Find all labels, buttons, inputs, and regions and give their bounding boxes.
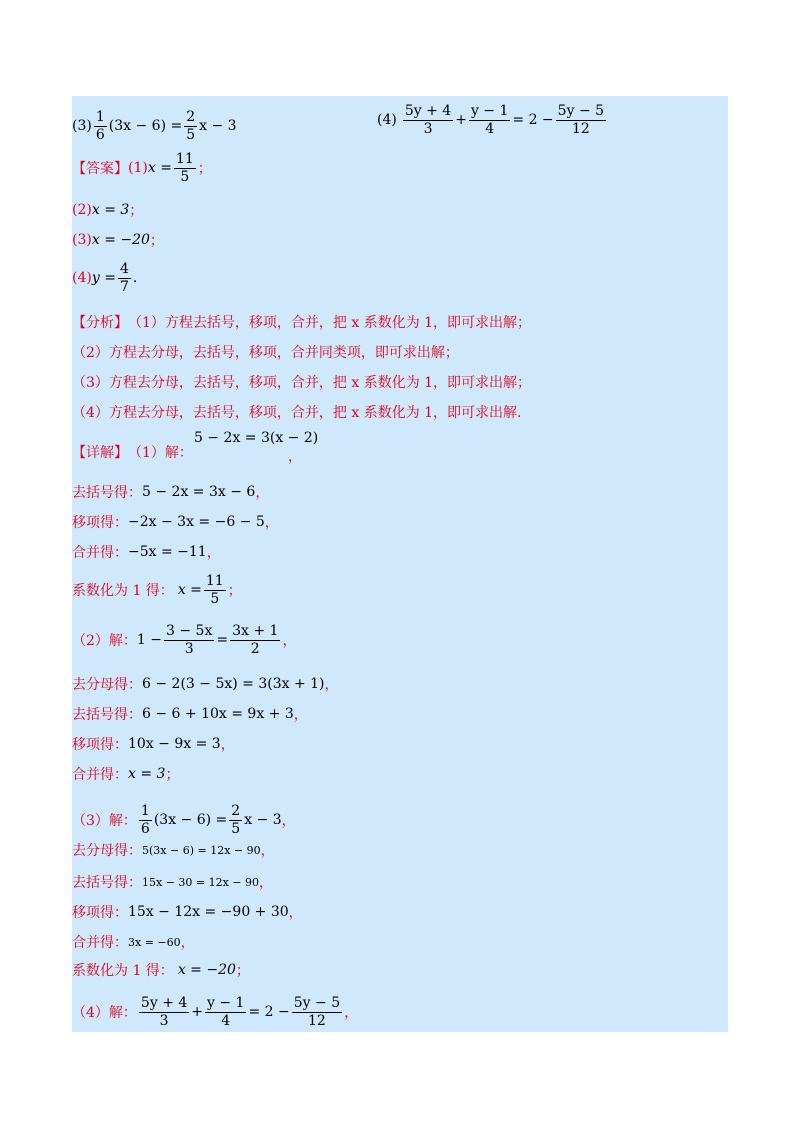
- numerator: 5y + 4: [404, 103, 452, 119]
- detail-3-step-3: [72, 902, 303, 922]
- denominator: 5: [180, 168, 190, 185]
- numerator: y − 1: [207, 995, 245, 1011]
- detail-2-step-3: [72, 734, 235, 754]
- denominator: 5: [186, 126, 196, 143]
- punctuation: ；: [197, 161, 212, 178]
- comma: ，: [288, 449, 302, 465]
- numerator: 11: [205, 573, 224, 589]
- fraction: [118, 262, 131, 294]
- fraction: [205, 996, 246, 1028]
- detail-2-step-1: [72, 674, 339, 694]
- punctuation: ，: [344, 1005, 359, 1022]
- punctuation: ，: [281, 813, 296, 830]
- denominator: 12: [308, 1012, 326, 1029]
- fraction: [164, 624, 214, 656]
- denominator: 4: [485, 120, 495, 137]
- answer-4: [72, 262, 137, 294]
- answer-label: (3): [72, 232, 92, 248]
- equation-text: x = −20: [177, 962, 236, 978]
- equation-text: 10x − 9x = 3: [128, 736, 221, 752]
- fraction: [229, 804, 242, 836]
- step-label: 去括号得：: [72, 485, 142, 501]
- equation-text: (3x − 6) =: [153, 812, 228, 829]
- equation-text: 15x − 30 = 12x − 90: [142, 875, 260, 889]
- numerator: 2: [231, 803, 241, 819]
- equation-text: x = 3: [128, 766, 166, 782]
- plus-sign: +: [455, 112, 467, 129]
- numerator: 5y + 4: [140, 995, 188, 1011]
- detail-intro: （4）解：: [72, 1005, 137, 1022]
- detail-1-equation: [194, 430, 318, 446]
- fraction: [139, 804, 152, 836]
- equation-text: 1 −: [136, 632, 163, 649]
- detail-1-step-2: [72, 512, 279, 532]
- analysis-line-4: [72, 402, 522, 422]
- equation-text: 6 − 6 + 10x = 9x + 3: [142, 706, 294, 722]
- detail-3-intro: [72, 804, 296, 836]
- denominator: 6: [95, 126, 105, 143]
- punctuation: ，: [206, 545, 221, 561]
- denominator: 3: [423, 120, 433, 137]
- step-label: 去括号得：: [72, 875, 142, 891]
- numerator: 1: [140, 803, 150, 819]
- detail-2-intro: [72, 624, 296, 656]
- numerator: 2: [186, 109, 196, 125]
- punctuation: ，: [259, 875, 274, 891]
- detail-intro: （1）解：: [128, 445, 193, 461]
- denominator: 5: [231, 820, 241, 837]
- equation-text: x − 3: [244, 812, 282, 829]
- fraction: [469, 104, 510, 136]
- analysis-text: （4）方程去分母，去括号，移项，合并，把 x 系数化为 1，即可求出解.: [72, 405, 522, 421]
- denominator: 3: [159, 1012, 169, 1029]
- punctuation: ；: [227, 583, 242, 600]
- equation-text: x =: [147, 160, 172, 177]
- detail-1-step-4: [72, 574, 242, 606]
- punctuation: ，: [255, 485, 270, 501]
- detail-4-intro: [72, 996, 358, 1028]
- detail-3-step-4: [72, 932, 195, 952]
- equation-text: 5 − 2x = 3x − 6: [142, 484, 256, 500]
- equation-text: −2x − 3x = −6 − 5: [128, 514, 265, 530]
- equation-text: = 2 −: [512, 112, 554, 129]
- step-label: 合并得：: [72, 935, 128, 951]
- punctuation: ；: [149, 233, 164, 249]
- numerator: 5y − 5: [293, 995, 341, 1011]
- equation-text: −5x = −11: [128, 544, 207, 560]
- detail-3-step-2: [72, 872, 273, 892]
- fraction: [94, 110, 107, 142]
- fraction: [139, 996, 189, 1028]
- equation-text: y =: [91, 270, 116, 287]
- problem-3-label: (3): [72, 118, 92, 135]
- step-label: 移项得：: [72, 905, 128, 921]
- detail-1-intro: [72, 442, 193, 462]
- equation-text: (3x − 6) =: [108, 118, 183, 135]
- punctuation: ，: [260, 843, 275, 859]
- answer-label: (4): [72, 270, 92, 287]
- analysis-line-3: [72, 372, 531, 392]
- equals-sign: =: [216, 632, 229, 649]
- fraction: [230, 624, 280, 656]
- problem-4-label: (4): [377, 112, 397, 129]
- punctuation: .: [132, 270, 138, 287]
- problem-3: [72, 110, 237, 142]
- detail-3-step-1: [72, 840, 275, 860]
- numerator: 5y − 5: [557, 103, 605, 119]
- numerator: 3x + 1: [232, 623, 279, 639]
- numerator: 4: [119, 261, 129, 277]
- equation-text: x = 3: [91, 202, 130, 218]
- punctuation: ，: [282, 633, 297, 650]
- solution-panel: [72, 96, 728, 1032]
- equation-text: x − 3: [199, 118, 237, 135]
- detail-1-step-3: [72, 542, 221, 562]
- step-label: 去分母得：: [72, 843, 142, 859]
- analysis-text: （1）方程去括号，移项，合并，把 x 系数化为 1，即可求出解；: [128, 315, 532, 331]
- step-label: 移项得：: [72, 515, 128, 531]
- answer-1: [72, 152, 212, 184]
- plus-sign: +: [191, 1004, 204, 1021]
- answer-label: (1): [128, 160, 148, 177]
- detail-intro: （2）解：: [72, 633, 137, 650]
- denominator: 12: [571, 120, 590, 137]
- punctuation: ，: [293, 707, 308, 723]
- analysis-line-1: [72, 312, 531, 332]
- equation-text: 3x = −60: [128, 935, 181, 949]
- analysis-text: （3）方程去分母，去括号，移项，合并，把 x 系数化为 1，即可求出解；: [72, 375, 532, 391]
- detail-intro: （3）解：: [72, 813, 137, 830]
- answer-label: (2): [72, 202, 92, 218]
- answer-3: [72, 230, 164, 250]
- equation-text: 5 − 2x = 3(x − 2): [194, 430, 319, 446]
- step-label: 去分母得：: [72, 677, 142, 693]
- detail-3-step-5: [72, 960, 250, 980]
- denominator: 4: [221, 1012, 231, 1029]
- step-label: 移项得：: [72, 737, 128, 753]
- fraction: [403, 104, 453, 136]
- equation-text: 6 − 2(3 − 5x) = 3(3x + 1): [142, 676, 325, 692]
- punctuation: ，: [264, 515, 279, 531]
- detail-tag: 【详解】: [72, 445, 128, 461]
- answer-2: [72, 200, 143, 220]
- denominator: 7: [119, 278, 129, 295]
- punctuation: ；: [129, 203, 144, 219]
- problem-4: [377, 104, 608, 136]
- fraction: [174, 152, 196, 184]
- fraction: [184, 110, 197, 142]
- denominator: 5: [210, 590, 220, 607]
- analysis-tag: 【分析】: [72, 315, 128, 331]
- equation-text: = 2 −: [248, 1004, 290, 1021]
- punctuation: ，: [324, 677, 339, 693]
- detail-2-step-4: [72, 764, 179, 784]
- answer-tag: 【答案】: [72, 161, 128, 178]
- step-label: 系数化为 1 得：: [72, 583, 174, 600]
- analysis-line-2: [72, 342, 459, 362]
- denominator: 3: [184, 640, 194, 657]
- equation-text: x =: [177, 582, 202, 599]
- numerator: 1: [95, 109, 105, 125]
- step-label: 去括号得：: [72, 707, 142, 723]
- punctuation: ，: [220, 737, 235, 753]
- equation-text: 15x − 12x = −90 + 30: [128, 904, 289, 920]
- punctuation: ，: [288, 905, 303, 921]
- equation-text: 5(3x − 6) = 12x − 90: [142, 843, 261, 857]
- numerator: y − 1: [470, 103, 509, 119]
- punctuation: [288, 446, 302, 466]
- step-label: 合并得：: [72, 767, 128, 783]
- punctuation: ；: [235, 963, 250, 979]
- punctuation: ，: [180, 935, 195, 951]
- fraction: [292, 996, 342, 1028]
- denominator: 6: [140, 820, 150, 837]
- numerator: 11: [175, 151, 194, 167]
- analysis-text: （2）方程去分母，去括号，移项，合并同类项，即可求出解；: [72, 345, 459, 361]
- fraction: [556, 104, 606, 136]
- punctuation: ；: [165, 767, 180, 783]
- equation-text: x = −20: [91, 232, 150, 248]
- step-label: 合并得：: [72, 545, 128, 561]
- denominator: 2: [250, 640, 260, 657]
- step-label: 系数化为 1 得：: [72, 963, 174, 979]
- detail-2-step-2: [72, 704, 308, 724]
- detail-1-step-1: [72, 482, 269, 502]
- numerator: 3 − 5x: [166, 623, 213, 639]
- fraction: [204, 574, 226, 606]
